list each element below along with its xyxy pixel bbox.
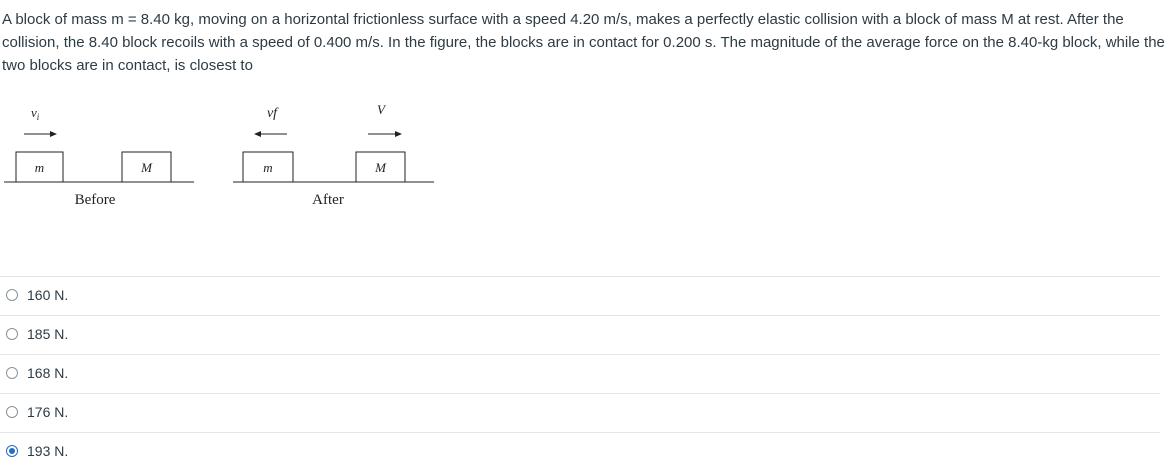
radio-button[interactable]: [6, 289, 18, 301]
V-arrow-icon: [368, 131, 402, 137]
collision-diagram: [0, 95, 460, 215]
V-label: V: [377, 102, 385, 117]
answer-option[interactable]: [0, 354, 1160, 393]
answer-label: 168 N.: [27, 365, 69, 381]
vi-arrow-icon: [24, 131, 57, 137]
radio-button[interactable]: [6, 328, 18, 340]
radio-button[interactable]: [6, 367, 18, 379]
answer-label: 185 N.: [27, 326, 69, 342]
before-label: Before: [74, 192, 116, 208]
collision-figure: [0, 95, 460, 215]
answer-option[interactable]: [0, 276, 1160, 315]
answer-label: 176 N.: [27, 404, 69, 420]
block-m-before-label: m: [34, 160, 45, 175]
answer-option[interactable]: [0, 432, 1160, 471]
answer-option[interactable]: [0, 393, 1160, 432]
block-M-before-label: M: [141, 160, 152, 175]
vf-label: vf: [266, 106, 278, 121]
answer-list: [0, 276, 1160, 471]
vi-label: $v_i$: [31, 105, 40, 122]
block-m-after-label: m: [263, 160, 273, 175]
answer-label: 160 N.: [27, 287, 69, 303]
answer-option[interactable]: [0, 315, 1160, 354]
radio-button[interactable]: [6, 406, 18, 418]
after-label: After: [312, 192, 344, 208]
vf-arrow-icon: [254, 131, 287, 137]
answer-label: 193 N.: [27, 443, 69, 459]
question-text: A block of mass m = 8.40 kg, moving on a horizontal frictionless surface with a speed 4.20 m/s, makes a perfectly elastic collision with a block of mass M at rest. After the collision, the 8.40 block recoils with a speed of 0.400 m/s. In the figure, the blocks are in contact for 0.200 s. The magnitude of the average force on the 8.40-kg block, while the two blocks are in contact, is closest to: [2, 11, 1165, 74]
radio-button[interactable]: [6, 445, 18, 457]
block-M-after-label: M: [375, 160, 386, 175]
